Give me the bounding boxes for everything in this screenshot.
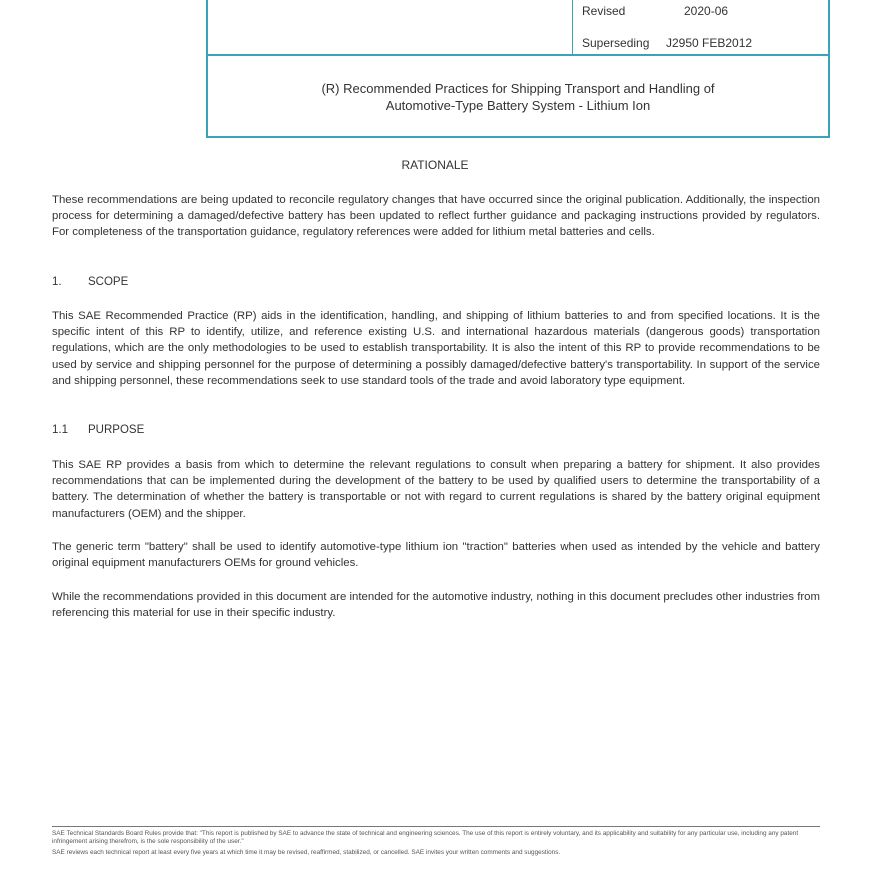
- scope-number: 1.: [52, 276, 62, 288]
- purpose-title: PURPOSE: [88, 424, 145, 436]
- purpose-paragraph-2: The generic term "battery" shall be used to identify automotive-type lithium ion "traction" batteries when used as intended by the vehicle and battery original equipment manufacturers OEMs for ground vehicles.: [52, 541, 820, 570]
- revised-value: 2020-06: [684, 4, 729, 18]
- header-divider-horizontal: [208, 54, 828, 56]
- header-box: [206, 0, 830, 138]
- superseding-label: Superseding: [582, 36, 650, 50]
- document-title-line-1: (R) Recommended Practices for Shipping Transport and Handling of: [321, 81, 715, 96]
- document-title-line-2: Automotive-Type Battery System - Lithium Ion: [385, 98, 651, 113]
- revised-label: Revised: [582, 4, 626, 18]
- footer-line-1: SAE Technical Standards Board Rules provide that: "This report is published by SAE to advance the state of technical and engineering sciences. The use of this report is entirely voluntary, and its applicability and suitability for any particular use, including any patent infringement arising therefrom, is the sole responsibility of the user.": [52, 830, 799, 846]
- superseding-value: J2950 FEB2012: [666, 36, 753, 50]
- header-divider-vertical: [572, 0, 573, 56]
- purpose-heading: [52, 424, 144, 436]
- purpose-paragraph-3: While the recommendations provided in this document are intended for the automotive industry, nothing in this document precludes other industries from referencing this material for use in their specific industry.: [52, 591, 820, 620]
- scope-heading: [52, 276, 128, 288]
- rationale-text: These recommendations are being updated to reconcile regulatory changes that have occurred since the original publication. Additionally, the inspection process for determining a damaged/defective battery has been updated to reflect further guidance and packaging instructions provided by regulators. For completeness of the transportation guidance, regulatory references were added for lithium metal batteries and cells.: [52, 194, 820, 239]
- footer-line-2: SAE reviews each technical report at least every five years at which time it may be revised, reaffirmed, stabilized, or cancelled. SAE invites your written comments and suggestions.: [52, 848, 561, 856]
- scope-title: SCOPE: [88, 276, 129, 288]
- document-title: [208, 80, 828, 114]
- purpose-number: 1.1: [52, 424, 68, 436]
- purpose-paragraph-1: This SAE RP provides a basis from which to determine the relevant regulations to consult when preparing a battery for shipment. It also provides recommendations that can be implemented during the development of the battery to be used by qualified users to determine the transportability of a battery. The determination of whether the battery is transportable or not with regard to current regulations is shared by the battery original equipment manufacturers (OEM) and the shipper.: [52, 459, 820, 520]
- scope-text: This SAE Recommended Practice (RP) aids in the identification, handling, and shipping of lithium batteries to and from specified locations. It is the specific intent of this RP to identify, utilize, and reference existing U.S. and international hazardous materials (dangerous goods) transportation regulations, which are the only methodologies to be used to establish transportability. It is also the intent of this RP to provide recommendations to be used by service and shipping personnel for the purpose of determining a possibly damaged/defective battery's transportability. In support of the service and shipping personnel, these recommendations seek to use standard tools of the trade and avoid laboratory type equipment.: [52, 310, 820, 387]
- footer-notice: [52, 826, 820, 859]
- rationale-heading: RATIONALE: [401, 158, 469, 172]
